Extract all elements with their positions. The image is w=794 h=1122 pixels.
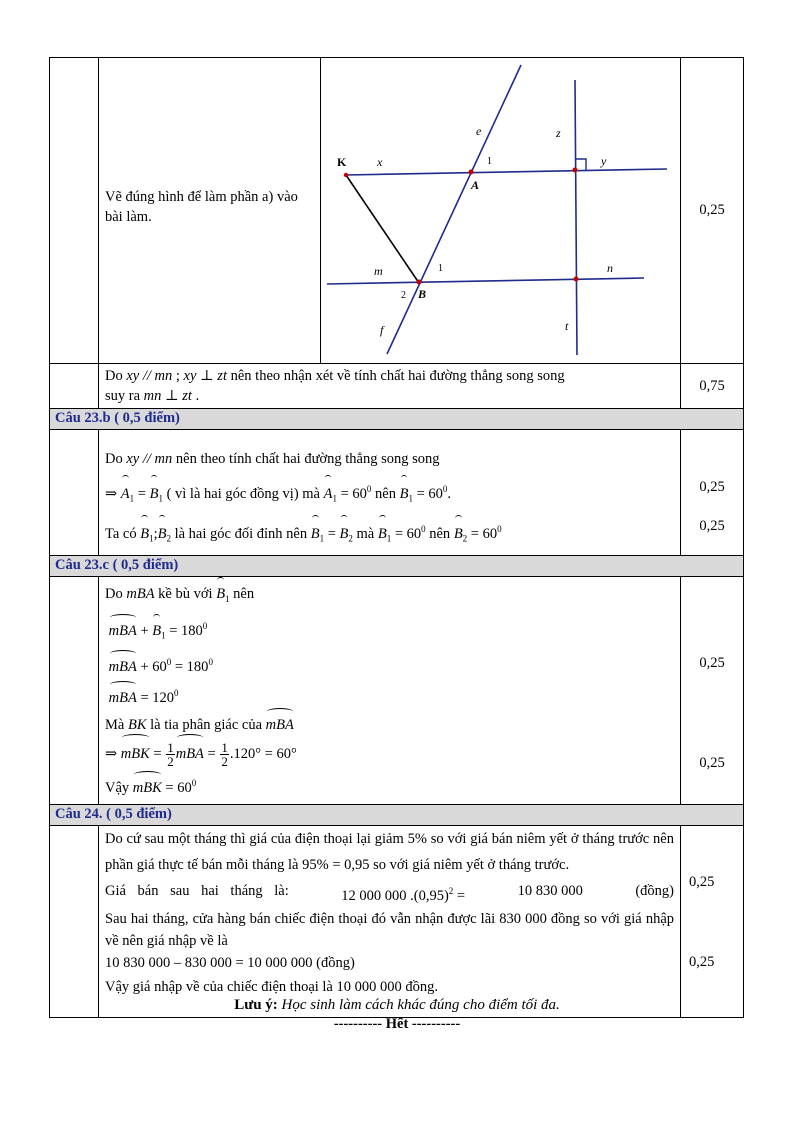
row2-index-cell xyxy=(50,364,99,409)
row2-l1b: xy // mn xyxy=(126,368,173,384)
c23-line7: Vậy mBK = $60^0$ xyxy=(105,770,674,801)
note-text: Học sinh làm cách khác đúng cho điểm tối đa. xyxy=(277,997,560,1013)
b23-l3a: Ta có xyxy=(105,525,141,542)
c23-eq2: = xyxy=(207,746,216,763)
c24-p2f: (đồng) xyxy=(635,882,674,899)
header-23b-row xyxy=(50,409,744,430)
c24-p3: Sau hai tháng, cửa hàng bán chiếc điện thoại đó vẫn nhận được lãi 830 000 đồng so với giá nhập về nên giá nhập về là xyxy=(105,911,674,950)
c24-p5: Vậy giá nhập về của chiếc điện thoại là 10 000 000 đồng. xyxy=(105,979,438,996)
label-y: y xyxy=(601,154,607,168)
label-a: A xyxy=(471,178,480,192)
c23-line5: Mà BK là tia phân giác của mBA xyxy=(105,712,674,739)
c24-p2b: 12 000 000 .(0,95) xyxy=(341,887,449,904)
c24-p2 xyxy=(105,878,674,909)
c23-arrow: ⇒ xyxy=(105,746,118,763)
label-f: f xyxy=(380,323,384,337)
row1-text: Vẽ đúng hình để làm phần a) vào bài làm. xyxy=(105,188,298,225)
c23-l3: + 60 xyxy=(140,658,167,675)
row24-scores xyxy=(681,825,744,1017)
row2-score: 0,75 xyxy=(681,364,744,409)
label-k: K xyxy=(337,155,347,169)
row-conclusion xyxy=(50,364,744,409)
c23-l6-tail: .120° = 60° xyxy=(229,746,297,763)
c23-line2: mBA + $B_1 = 180^0$ xyxy=(105,613,674,649)
b23-line1 xyxy=(105,444,674,474)
b23-line2: ⇒ $A_1 = B_1$ ( vì là hai góc đồng vị) mà $A_1 = 60^0$ nên $B_1 = 60^0$. xyxy=(105,474,674,514)
c23-score2: 0,25 xyxy=(699,755,725,772)
c23-l5a: Mà xyxy=(105,716,128,733)
c23-l4: = 120 xyxy=(140,690,174,707)
note-label: Lưu ý: xyxy=(234,997,278,1013)
point-b xyxy=(417,280,422,285)
row-23c xyxy=(50,577,744,804)
line-ef xyxy=(387,65,521,354)
c24-p2a: Giá bán sau hai tháng là: xyxy=(105,882,289,899)
b23-l1b: xy // mn xyxy=(126,451,173,467)
row-24 xyxy=(50,825,744,1017)
row24-index-cell xyxy=(50,825,99,1017)
figure-cell xyxy=(321,58,681,364)
row1-text-cell xyxy=(99,58,321,364)
c23-l7b: = 60 xyxy=(165,780,192,797)
point-xy-zt xyxy=(573,168,578,173)
c23-l1c: kề bù với xyxy=(154,586,217,603)
end-text: ---------- Hết ---------- xyxy=(333,1016,461,1032)
row2-l1a: Do xyxy=(105,368,127,384)
label-angle-b1: 1 xyxy=(438,263,443,274)
line-mn xyxy=(327,278,644,284)
answer-table xyxy=(49,57,744,1018)
c24-score1: 0,25 xyxy=(689,873,715,890)
row2-l2c: . xyxy=(191,388,200,404)
c24-score2: 0,25 xyxy=(689,953,715,970)
c24-p4: 10 830 000 – 830 000 = 10 000 000 (đồng) xyxy=(105,955,355,972)
b23-arrow: ⇒ xyxy=(105,485,118,502)
frac1-num: 1 xyxy=(167,740,174,756)
row23b-scores xyxy=(681,430,744,556)
c24-p1: Do cứ sau một tháng thì giá của điện thoại lại giảm 5% so với giá bán niêm yết ở tháng trước nên phần giá thực tế bán mỗi tháng là 95% = 0,95 so với giá niêm yết ở tháng trước. xyxy=(105,830,674,873)
header-23c: Câu 23.c ( 0,5 điểm) xyxy=(50,556,744,577)
row1-index-cell xyxy=(50,58,99,364)
line-zt xyxy=(575,80,577,355)
c23-l1b: mBA xyxy=(126,586,155,603)
fraction-half-1 xyxy=(166,741,175,768)
b23-l1a: Do xyxy=(105,451,127,467)
c23-l5b: BK xyxy=(127,716,147,733)
row24-content xyxy=(99,825,681,1017)
footer-end xyxy=(0,1016,794,1033)
b23-score2: 0,25 xyxy=(699,518,725,534)
row2-l1c: ; xyxy=(172,368,184,384)
fraction-half-2: $\frac{1}{2}$ xyxy=(221,740,228,770)
row-23b xyxy=(50,430,744,556)
b23-l3c: mà xyxy=(352,525,378,542)
c24-p2d: = xyxy=(453,887,466,904)
label-x: x xyxy=(377,155,383,169)
row23b-content xyxy=(99,430,681,556)
c23-l2: = 180 xyxy=(169,622,203,639)
header-23b: Câu 23.b ( 0,5 điểm) xyxy=(50,409,744,430)
row2-line1 xyxy=(105,366,674,386)
row2-l1d: xy ⊥ zt xyxy=(183,368,227,384)
c23-score1: 0,25 xyxy=(699,655,725,672)
b23-l2t1: ( vì là hai góc đồng vị) mà xyxy=(162,485,324,502)
b23-l3b: là hai góc đối đỉnh nên xyxy=(170,525,311,542)
row1-score: 0,25 xyxy=(681,58,744,364)
footer-note xyxy=(0,997,794,1014)
header-24: Câu 24. ( 0,5 điểm) xyxy=(50,804,744,825)
row23c-content xyxy=(99,577,681,804)
b23-l3d: nên xyxy=(425,525,454,542)
c23-l7a: Vậy xyxy=(105,780,133,797)
c23-l1a: Do xyxy=(105,586,127,603)
label-n: n xyxy=(607,261,613,275)
header-24-row xyxy=(50,804,744,825)
row2-l1e: nên theo nhận xét về tính chất hai đường thẳng song song xyxy=(226,368,565,384)
geometry-figure xyxy=(321,58,681,363)
c24-p2-expr xyxy=(341,878,465,909)
c24-p2e: 10 830 000 xyxy=(517,882,583,899)
b23-score1: 0,25 xyxy=(699,479,725,495)
point-a xyxy=(469,170,474,175)
frac1-den: 2 xyxy=(167,754,174,770)
b23-l2t2: nên xyxy=(371,485,400,502)
row23b-index-cell xyxy=(50,430,99,556)
c24-p2c: 2 xyxy=(448,885,454,896)
label-e: e xyxy=(476,124,482,138)
figure-row xyxy=(50,58,744,364)
c23-line3: mBA + $60^0 = 180^0$ xyxy=(105,649,674,680)
label-angle-a1: 1 xyxy=(487,156,492,167)
label-m: m xyxy=(374,264,383,278)
c23-line4: mBA = $120^0$ xyxy=(105,680,674,711)
c23-eq1: = xyxy=(153,746,162,763)
b23-l1c: nên theo tính chất hai đường thẳng song song xyxy=(172,451,440,467)
line-xy xyxy=(346,169,667,175)
label-b: B xyxy=(418,287,427,301)
c23-l1d: nên xyxy=(229,586,255,603)
row23c-scores xyxy=(681,577,744,804)
c23-l5c: là tia phân giác của xyxy=(146,716,266,733)
label-z: z xyxy=(556,126,561,140)
label-t: t xyxy=(565,319,569,333)
point-mn-zt xyxy=(574,277,579,282)
b23-line3: Ta có $B_1;B_2$ là hai góc đối đỉnh nên $B_1 = B_2$ mà $B_1 = 60^0$ nên $B_2 = 60^0$ xyxy=(105,514,674,554)
row2-text-cell xyxy=(99,364,681,409)
c23-line1: Do mBA kề bù với $B_1$ nên xyxy=(105,581,674,612)
point-k xyxy=(344,173,348,177)
row2-line2 xyxy=(105,386,674,406)
row2-l2a: suy ra xyxy=(105,388,144,404)
row2-l2b: mn ⊥ zt xyxy=(143,388,192,404)
header-23c-row xyxy=(50,556,744,577)
c23-line6: ⇒ mBK = $\frac{1}{2}$ mBA = $\frac{1}{2}$ .120° = 60° xyxy=(105,738,674,770)
label-angle-b2: 2 xyxy=(401,290,406,301)
row23c-index-cell xyxy=(50,577,99,804)
